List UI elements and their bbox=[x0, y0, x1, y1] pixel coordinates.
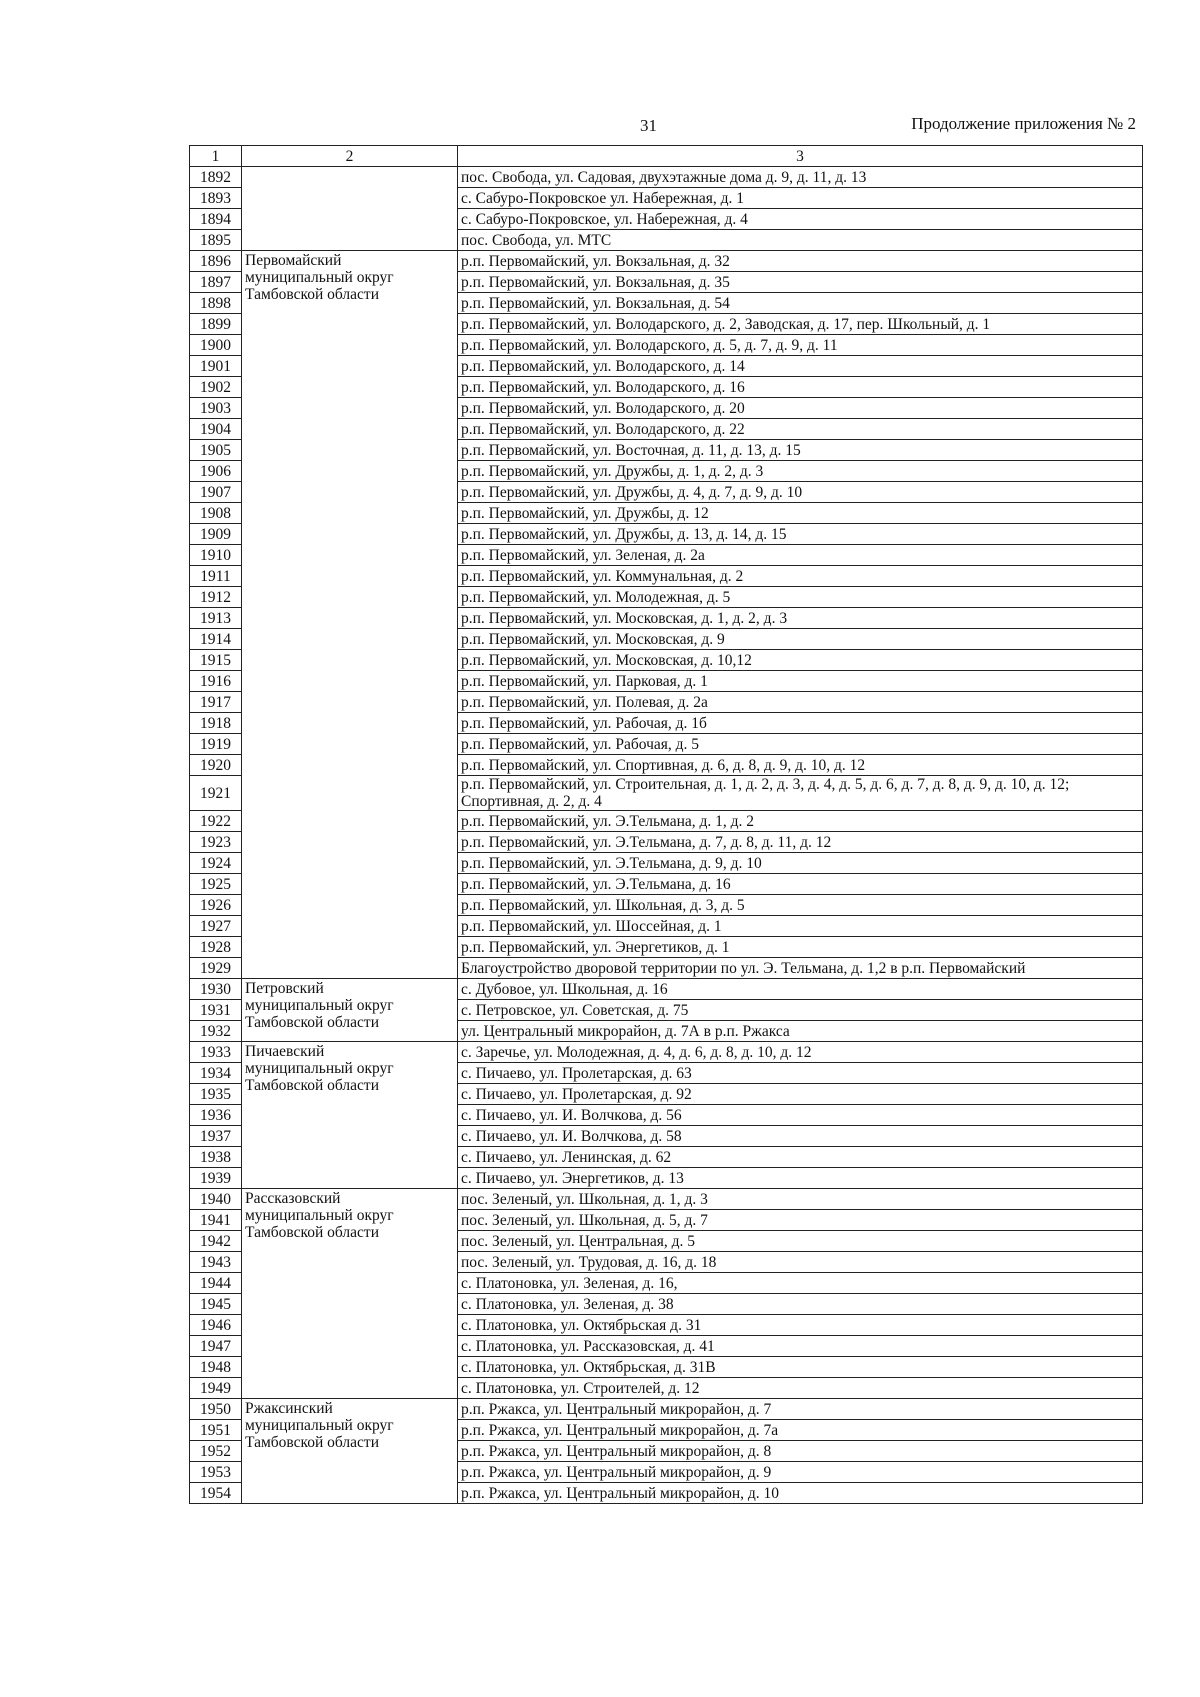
address-cell: пос. Свобода, ул. Садовая, двухэтажные дома д. 9, д. 11, д. 13 bbox=[458, 167, 1143, 188]
table-row bbox=[190, 167, 1143, 188]
row-number: 1945 bbox=[190, 1294, 242, 1315]
address-cell: р.п. Первомайский, ул. Вокзальная, д. 54 bbox=[458, 293, 1143, 314]
appendix-continuation-label: Продолжение приложения № 2 bbox=[911, 114, 1136, 133]
table-header bbox=[190, 146, 1143, 167]
address-cell: пос. Зеленый, ул. Школьная, д. 1, д. 3 bbox=[458, 1189, 1143, 1210]
row-number: 1896 bbox=[190, 251, 242, 272]
address-cell: р.п. Первомайский, ул. Володарского, д. 5, д. 7, д. 9, д. 11 bbox=[458, 335, 1143, 356]
address-cell: р.п. Первомайский, ул. Э.Тельмана, д. 1, д. 2 bbox=[458, 811, 1143, 832]
district-cell: Первомайский муниципальный округ Тамбовской области bbox=[242, 251, 458, 979]
row-number: 1894 bbox=[190, 209, 242, 230]
row-number: 1947 bbox=[190, 1336, 242, 1357]
address-cell: с. Платоновка, ул. Зеленая, д. 16, bbox=[458, 1273, 1143, 1294]
address-cell: р.п. Первомайский, ул. Московская, д. 10,12 bbox=[458, 650, 1143, 671]
address-cell: р.п. Первомайский, ул. Э.Тельмана, д. 7, д. 8, д. 11, д. 12 bbox=[458, 832, 1143, 853]
address-cell: р.п. Ржакса, ул. Центральный микрорайон, д. 8 bbox=[458, 1441, 1143, 1462]
district-cell: Ржаксинский муниципальный округ Тамбовской области bbox=[242, 1399, 458, 1504]
row-number: 1929 bbox=[190, 958, 242, 979]
row-number: 1928 bbox=[190, 937, 242, 958]
district-cell bbox=[242, 167, 458, 251]
table-body bbox=[190, 167, 1143, 1504]
page-number: 31 bbox=[640, 116, 657, 135]
address-cell: с. Пичаево, ул. И. Волчкова, д. 58 bbox=[458, 1126, 1143, 1147]
address-cell: с. Сабуро-Покровское ул. Набережная, д. 1 bbox=[458, 188, 1143, 209]
address-cell: с. Пичаево, ул. Пролетарская, д. 63 bbox=[458, 1063, 1143, 1084]
table-row bbox=[190, 979, 1143, 1000]
address-cell: с. Пичаево, ул. Пролетарская, д. 92 bbox=[458, 1084, 1143, 1105]
address-cell: с. Платоновка, ул. Зеленая, д. 38 bbox=[458, 1294, 1143, 1315]
row-number: 1943 bbox=[190, 1252, 242, 1273]
row-number: 1938 bbox=[190, 1147, 242, 1168]
row-number: 1917 bbox=[190, 692, 242, 713]
table-row bbox=[190, 1189, 1143, 1210]
address-cell: с. Платоновка, ул. Октябрьская, д. 31В bbox=[458, 1357, 1143, 1378]
table-row bbox=[190, 1042, 1143, 1063]
address-cell: р.п. Ржакса, ул. Центральный микрорайон, д. 7а bbox=[458, 1420, 1143, 1441]
column-header-3: 3 bbox=[458, 146, 1143, 167]
address-cell: р.п. Первомайский, ул. Энергетиков, д. 1 bbox=[458, 937, 1143, 958]
address-cell: Благоустройство дворовой территории по ул. Э. Тельмана, д. 1,2 в р.п. Первомайский bbox=[458, 958, 1143, 979]
row-number: 1912 bbox=[190, 587, 242, 608]
address-registry-table bbox=[189, 145, 1143, 1504]
address-cell: р.п. Первомайский, ул. Вокзальная, д. 35 bbox=[458, 272, 1143, 293]
row-number: 1893 bbox=[190, 188, 242, 209]
row-number: 1923 bbox=[190, 832, 242, 853]
row-number: 1922 bbox=[190, 811, 242, 832]
column-header-1: 1 bbox=[190, 146, 242, 167]
address-cell: р.п. Первомайский, ул. Парковая, д. 1 bbox=[458, 671, 1143, 692]
district-cell: Рассказовский муниципальный округ Тамбовской области bbox=[242, 1189, 458, 1399]
row-number: 1924 bbox=[190, 853, 242, 874]
row-number: 1946 bbox=[190, 1315, 242, 1336]
address-cell: р.п. Первомайский, ул. Коммунальная, д. 2 bbox=[458, 566, 1143, 587]
row-number: 1941 bbox=[190, 1210, 242, 1231]
address-cell: р.п. Первомайский, ул. Строительная, д. 1, д. 2, д. 3, д. 4, д. 5, д. 6, д. 7, д. 8, д. 9, д. 10, д. 12; Спортивная, д. 2, д. 4 bbox=[458, 776, 1143, 811]
row-number: 1900 bbox=[190, 335, 242, 356]
row-number: 1904 bbox=[190, 419, 242, 440]
address-cell: р.п. Первомайский, ул. Володарского, д. 22 bbox=[458, 419, 1143, 440]
row-number: 1908 bbox=[190, 503, 242, 524]
row-number: 1906 bbox=[190, 461, 242, 482]
address-cell: р.п. Первомайский, ул. Молодежная, д. 5 bbox=[458, 587, 1143, 608]
address-cell: р.п. Первомайский, ул. Дружбы, д. 1, д. 2, д. 3 bbox=[458, 461, 1143, 482]
row-number: 1942 bbox=[190, 1231, 242, 1252]
row-number: 1919 bbox=[190, 734, 242, 755]
district-cell: Петровский муниципальный округ Тамбовской области bbox=[242, 979, 458, 1042]
table-row bbox=[190, 251, 1143, 272]
row-number: 1937 bbox=[190, 1126, 242, 1147]
address-cell: р.п. Первомайский, ул. Дружбы, д. 12 bbox=[458, 503, 1143, 524]
row-number: 1940 bbox=[190, 1189, 242, 1210]
address-cell: р.п. Первомайский, ул. Рабочая, д. 1б bbox=[458, 713, 1143, 734]
row-number: 1916 bbox=[190, 671, 242, 692]
address-cell: р.п. Первомайский, ул. Володарского, д. 2, Заводская, д. 17, пер. Школьный, д. 1 bbox=[458, 314, 1143, 335]
address-cell: с. Пичаево, ул. Ленинская, д. 62 bbox=[458, 1147, 1143, 1168]
row-number: 1905 bbox=[190, 440, 242, 461]
address-cell: р.п. Первомайский, ул. Э.Тельмана, д. 16 bbox=[458, 874, 1143, 895]
address-cell: с. Заречье, ул. Молодежная, д. 4, д. 6, д. 8, д. 10, д. 12 bbox=[458, 1042, 1143, 1063]
row-number: 1918 bbox=[190, 713, 242, 734]
row-number: 1913 bbox=[190, 608, 242, 629]
address-cell: р.п. Первомайский, ул. Володарского, д. 20 bbox=[458, 398, 1143, 419]
row-number: 1944 bbox=[190, 1273, 242, 1294]
row-number: 1954 bbox=[190, 1483, 242, 1504]
address-cell: с. Пичаево, ул. Энергетиков, д. 13 bbox=[458, 1168, 1143, 1189]
column-header-2: 2 bbox=[242, 146, 458, 167]
row-number: 1936 bbox=[190, 1105, 242, 1126]
address-cell: р.п. Первомайский, ул. Шоссейная, д. 1 bbox=[458, 916, 1143, 937]
row-number: 1909 bbox=[190, 524, 242, 545]
row-number: 1907 bbox=[190, 482, 242, 503]
address-cell: р.п. Первомайский, ул. Зеленая, д. 2а bbox=[458, 545, 1143, 566]
address-cell: с. Платоновка, ул. Октябрьская д. 31 bbox=[458, 1315, 1143, 1336]
row-number: 1926 bbox=[190, 895, 242, 916]
address-cell: р.п. Ржакса, ул. Центральный микрорайон, д. 9 bbox=[458, 1462, 1143, 1483]
address-cell: р.п. Первомайский, ул. Московская, д. 1, д. 2, д. 3 bbox=[458, 608, 1143, 629]
row-number: 1899 bbox=[190, 314, 242, 335]
address-cell: пос. Зеленый, ул. Школьная, д. 5, д. 7 bbox=[458, 1210, 1143, 1231]
row-number: 1920 bbox=[190, 755, 242, 776]
row-number: 1914 bbox=[190, 629, 242, 650]
row-number: 1915 bbox=[190, 650, 242, 671]
address-cell: р.п. Первомайский, ул. Восточная, д. 11, д. 13, д. 15 bbox=[458, 440, 1143, 461]
row-number: 1948 bbox=[190, 1357, 242, 1378]
row-number: 1949 bbox=[190, 1378, 242, 1399]
address-cell: ул. Центральный микрорайон, д. 7А в р.п. Ржакса bbox=[458, 1021, 1143, 1042]
address-cell: с. Сабуро-Покровское, ул. Набережная, д. 4 bbox=[458, 209, 1143, 230]
row-number: 1930 bbox=[190, 979, 242, 1000]
row-number: 1935 bbox=[190, 1084, 242, 1105]
row-number: 1901 bbox=[190, 356, 242, 377]
row-number: 1953 bbox=[190, 1462, 242, 1483]
address-cell: р.п. Первомайский, ул. Дружбы, д. 13, д. 14, д. 15 bbox=[458, 524, 1143, 545]
row-number: 1892 bbox=[190, 167, 242, 188]
row-number: 1910 bbox=[190, 545, 242, 566]
address-cell: р.п. Первомайский, ул. Школьная, д. 3, д. 5 bbox=[458, 895, 1143, 916]
table-row bbox=[190, 1399, 1143, 1420]
row-number: 1927 bbox=[190, 916, 242, 937]
address-cell: с. Петровское, ул. Советская, д. 75 bbox=[458, 1000, 1143, 1021]
address-cell: пос. Зеленый, ул. Центральная, д. 5 bbox=[458, 1231, 1143, 1252]
address-cell: пос. Свобода, ул. МТС bbox=[458, 230, 1143, 251]
row-number: 1903 bbox=[190, 398, 242, 419]
address-cell: р.п. Первомайский, ул. Спортивная, д. 6, д. 8, д. 9, д. 10, д. 12 bbox=[458, 755, 1143, 776]
row-number: 1898 bbox=[190, 293, 242, 314]
district-cell: Пичаевский муниципальный округ Тамбовской области bbox=[242, 1042, 458, 1189]
row-number: 1895 bbox=[190, 230, 242, 251]
row-number: 1952 bbox=[190, 1441, 242, 1462]
address-cell: пос. Зеленый, ул. Трудовая, д. 16, д. 18 bbox=[458, 1252, 1143, 1273]
address-cell: р.п. Ржакса, ул. Центральный микрорайон, д. 7 bbox=[458, 1399, 1143, 1420]
row-number: 1951 bbox=[190, 1420, 242, 1441]
row-number: 1902 bbox=[190, 377, 242, 398]
row-number: 1939 bbox=[190, 1168, 242, 1189]
row-number: 1921 bbox=[190, 776, 242, 811]
row-number: 1934 bbox=[190, 1063, 242, 1084]
row-number: 1925 bbox=[190, 874, 242, 895]
address-cell: р.п. Ржакса, ул. Центральный микрорайон, д. 10 bbox=[458, 1483, 1143, 1504]
address-cell: р.п. Первомайский, ул. Рабочая, д. 5 bbox=[458, 734, 1143, 755]
address-cell: р.п. Первомайский, ул. Полевая, д. 2а bbox=[458, 692, 1143, 713]
row-number: 1897 bbox=[190, 272, 242, 293]
address-cell: р.п. Первомайский, ул. Э.Тельмана, д. 9, д. 10 bbox=[458, 853, 1143, 874]
address-cell: с. Платоновка, ул. Рассказовская, д. 41 bbox=[458, 1336, 1143, 1357]
row-number: 1931 bbox=[190, 1000, 242, 1021]
address-cell: с. Пичаево, ул. И. Волчкова, д. 56 bbox=[458, 1105, 1143, 1126]
address-cell: р.п. Первомайский, ул. Володарского, д. 14 bbox=[458, 356, 1143, 377]
address-cell: р.п. Первомайский, ул. Дружбы, д. 4, д. 7, д. 9, д. 10 bbox=[458, 482, 1143, 503]
row-number: 1911 bbox=[190, 566, 242, 587]
address-cell: с. Дубовое, ул. Школьная, д. 16 bbox=[458, 979, 1143, 1000]
row-number: 1932 bbox=[190, 1021, 242, 1042]
address-cell: р.п. Первомайский, ул. Володарского, д. 16 bbox=[458, 377, 1143, 398]
address-cell: р.п. Первомайский, ул. Вокзальная, д. 32 bbox=[458, 251, 1143, 272]
address-cell: р.п. Первомайский, ул. Московская, д. 9 bbox=[458, 629, 1143, 650]
row-number: 1933 bbox=[190, 1042, 242, 1063]
address-cell: с. Платоновка, ул. Строителей, д. 12 bbox=[458, 1378, 1143, 1399]
row-number: 1950 bbox=[190, 1399, 242, 1420]
